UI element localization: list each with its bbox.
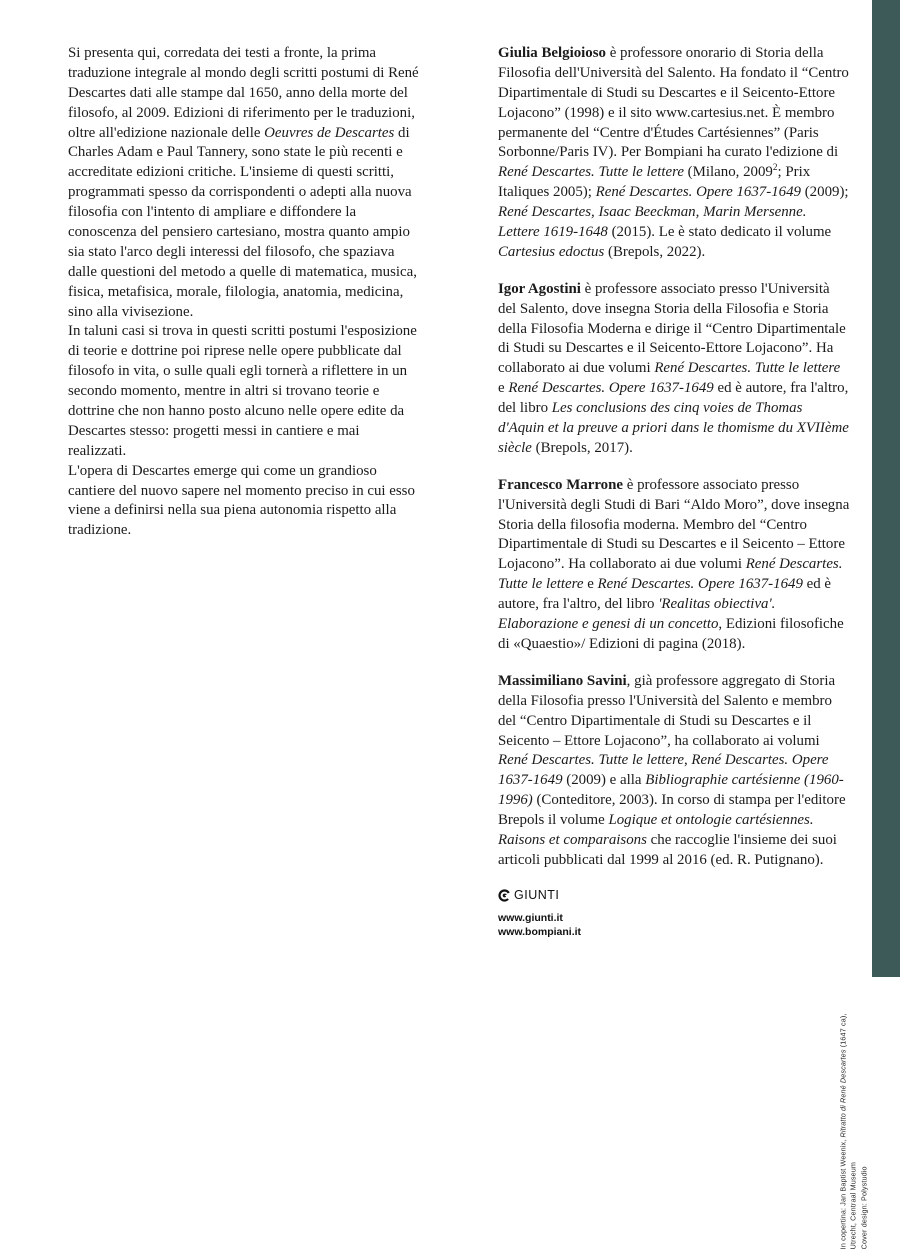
work-title: Bibliographie cartésienne (1960-1996) (498, 772, 844, 809)
cover-credit-prefix: In copertina: Jan Baptist Weenix, (838, 1137, 848, 1249)
bio-text: e (498, 380, 509, 397)
work-title: René Descartes. Opere 1637-1649 (508, 380, 714, 397)
edition-superscript: 2 (772, 162, 778, 173)
work-title: Cartesius edoctus (498, 243, 605, 260)
work-title: 'Realitas obiectiva'. Elaborazione e genesi di un concetto (498, 596, 776, 633)
cover-credit-suffix: (1647 ca), (838, 1013, 848, 1050)
work-title: René Descartes. Tutte le lettere (654, 360, 841, 377)
author-bios (498, 44, 850, 871)
publisher-block (498, 888, 581, 939)
work-title: René Descartes, Isaac Beeckman, Marin Mersenne. Lettere 1619-1648 (498, 204, 807, 241)
work-title: René Descartes. Tutte le lettere (498, 164, 684, 181)
bio-text: (2009); (801, 184, 849, 201)
blurb-text: Si presenta qui, corredata dei testi a fronte, la prima traduzione integrale al mondo degli scritti postumi di René Descartes dati alle stampe dal 1650, anno della morte del filosofo, al 2009. Edizioni di riferimento per le traduzioni, oltre all'edizione nazionale delle (68, 45, 419, 141)
giunti-website-url[interactable]: www.giunti.it (498, 912, 563, 924)
cover-credit (839, 959, 870, 1249)
bio-text: è professore associato presso l'Università del Salento, dove insegna Storia della Filosofia e Storia della Filosofia Moderna e dirige il “Centro Dipartimentale di Studi su Descartes e il Seicento-Ettore Lojacono”. Ha collaborato ai due volumi (498, 280, 846, 377)
blurb-paragraph (68, 44, 420, 322)
bio-text: ed è autore, fra l'altro, del libro (498, 380, 849, 417)
cover-credit-line-2: Utrecht, Centraal Museum (849, 1161, 859, 1249)
work-title: René Descartes. Opere 1637-1649 (595, 184, 801, 201)
author-bio-agostini (498, 280, 850, 459)
giunti-spiral-g-icon (498, 889, 511, 902)
bio-text: è professore onorario di Storia della Filosofia dell'Università del Salento. Ha fondato il “Centro Dipartimentale di Studi su Descartes e il Seicento-Ettore Lojacono” (1998) e il sito www.cartesius.net. È membro permanente del “Centre d'Études Cartésiennes” (Paris Sorbonne/Paris IV). Per Bompiani ha curato l'edizione di (498, 45, 849, 161)
bio-text: , Edizioni filosofiche di «Quaestio»/ Edizioni di pagina (2018). (498, 616, 844, 652)
bompiani-website-url[interactable]: www.bompiani.it (498, 926, 582, 939)
giunti-logo (498, 888, 581, 902)
author-bio-marrone (498, 476, 850, 655)
work-title: René Descartes. Tutte le lettere (498, 752, 684, 769)
bio-text: che raccoglie l'insieme dei suoi articoli pubblicati dal 1999 al 2016 (ed. R. Putignano). (498, 831, 837, 868)
blurb-paragraph: L'opera di Descartes emerge qui come un grandioso cantiere del nuovo sapere nel momento preciso in cui esso viene a definirsi nella sua piena autonomia rispetto alla tradizione. (68, 462, 415, 539)
work-title: Les conclusions des cinq voies de Thomas d'Aquin et la preuve a priori dans le thomisme du XVIIème siècle (498, 400, 849, 456)
work-title: René Descartes. Opere 1637-1649 (498, 752, 829, 789)
bio-text: e (583, 576, 598, 593)
giunti-wordmark: GIUNTI (514, 888, 560, 902)
bio-text: ed è autore, fra l'altro, del libro (498, 576, 832, 613)
blurb-column (68, 44, 420, 541)
bio-text: , già professore aggregato di Storia della Filosofia presso l'Università del Salento e membro del “Centro Dipartimentale di Studi su Descartes e il Seicento – Ettore Lojacono”, ha collaborato ai volumi (498, 672, 836, 749)
author-name: Igor Agostini (498, 280, 581, 297)
cover-spine-strip (872, 0, 900, 977)
bio-text: (Conteditore, 2003). In corso di stampa per l'editore Brepols il volume (498, 792, 846, 829)
book-blurb (68, 44, 420, 541)
work-title: René Descartes. Opere 1637-1649 (597, 576, 803, 593)
bio-text: , (683, 752, 692, 769)
cover-credit-line-1 (839, 959, 849, 1249)
author-name: Francesco Marrone (498, 476, 624, 493)
bio-text: ; Prix Italiques 2005); (498, 164, 811, 201)
cover-credit-line-3: Cover design: Polystudio (859, 1166, 869, 1249)
blurb-text: di Charles Adam e Paul Tannery, sono state le più recenti e accreditate edizioni critiche. L'insieme di questi scritti, programmati spesso da corrispondenti o adepti alla nuova filosofia con l'intento di ampliare e diffondere la conoscenza del pensiero cartesiano, mostra quanto ampio sia stato l'arco degli interessi del filosofo, che spaziava dalle questioni del metodo a quelle di matematica, musica, fisica, metafisica, morale, filologia, anatomia, medicina, sino alla vivisezione. (68, 124, 417, 320)
author-bio-savini (498, 672, 850, 871)
author-name: Giulia Belgioioso (498, 45, 606, 61)
author-name: Massimiliano Savini (498, 672, 627, 689)
work-title: René Descartes. Tutte le lettere (498, 556, 843, 593)
bio-text: (Milano, 2009 (683, 164, 773, 181)
blurb-italic-title: Oeuvres de Descartes (264, 124, 395, 141)
bio-text: (Brepols, 2022). (604, 243, 706, 260)
blurb-paragraph: In taluni casi si trova in questi scritti postumi l'esposizione di teorie e dottrine poi riprese nelle opere pubblicate dal filosofo in vita, o sulle quali egli tornerà a riflettere in un secondo momento, mentre in altri si trovano teorie e dottrine che non hanno posto alcuno nelle opere edite da Descartes stesso: progetti messi in cantiere e mai realizzati. (68, 323, 417, 459)
bio-text: è professore associato presso l'Università degli Studi di Bari “Aldo Moro”, dove insegna Storia della filosofia moderna. Membro del “Centro Dipartimentale di Studi su Descartes e il Seicento – Ettore Lojacono”. Ha collaborato ai due volumi (498, 476, 850, 573)
author-bios-column (498, 44, 850, 871)
bio-text: (2009) e alla (562, 772, 646, 789)
author-bio-belgioioso (498, 44, 850, 263)
bio-text: (2015). Le è stato dedicato il volume (607, 224, 832, 241)
cover-credit-artwork-title: Ritratto di René Descartes (838, 1049, 848, 1138)
work-title: Logique et ontologie cartésiennes. Raisons et comparaisons (498, 812, 814, 848)
bio-text: (Brepols, 2017). (531, 439, 633, 456)
